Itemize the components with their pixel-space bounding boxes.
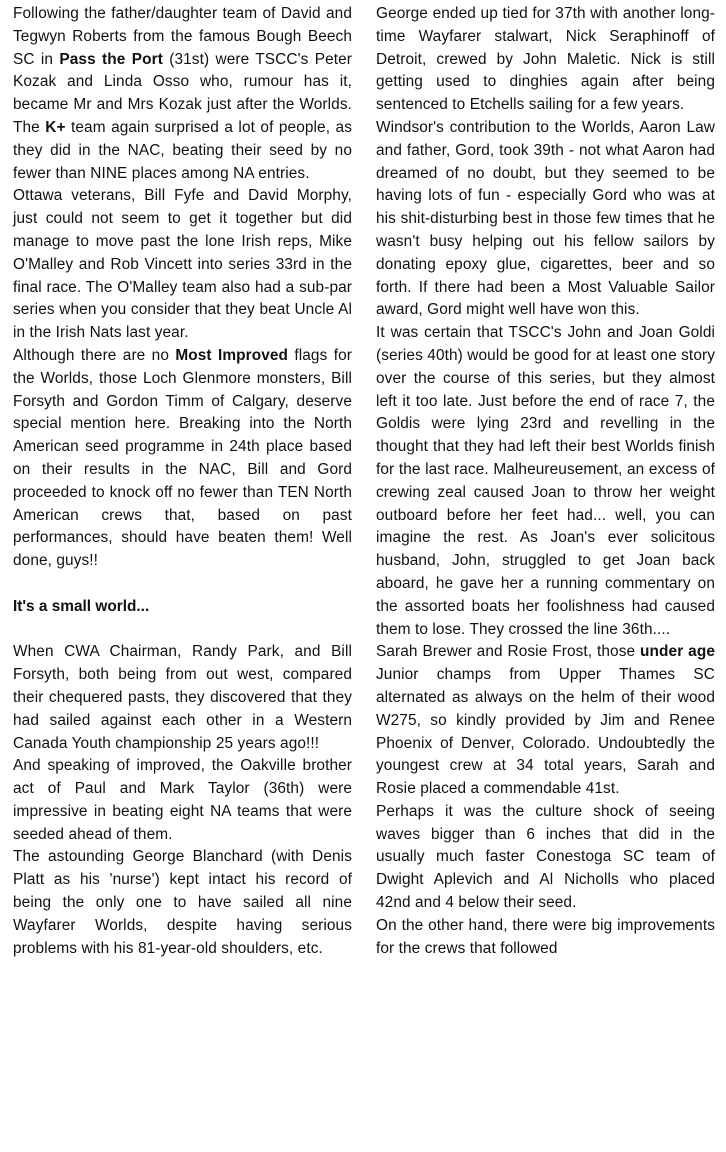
paragraph-seraphinoff: George ended up tied for 37th with another long-time Wayfarer stalwart, Nick Seraphinoff of Detroit, crewed by John Maletic. Nick is still getting used to dinghies again after being sentenced to Etchells sailing for a few years. <box>376 5 715 114</box>
text-segment: team again surprised a lot of people, as they did in the NAC, beating their seed by no fewer than NINE places among NA entries. <box>13 118 352 182</box>
text-segment: Sarah Brewer and Rosie Frost, those <box>376 643 641 661</box>
text-segment: Following the father/daughter team of David and Tegwyn Roberts from the famous Bough Beech SC in <box>13 5 352 68</box>
left-column <box>13 3 352 960</box>
text-segment: flags for the Worlds, those Loch Glenmore monsters, Bill Forsyth and Gordon Timm of Calgary, deserve special mention here. Breaking into the North American seed programme in 24th place based on their results in the NAC, Bill and Gord proceeded to knock off no fewer than TEN North American crews that, based on past performances, should have beaten them! Well done, guys!! <box>13 346 352 570</box>
paragraph-oakville: And speaking of improved, the Oakville brother act of Paul and Mark Taylor (36th) were impressive in beating eight NA teams that were seeded ahead of them. <box>13 757 352 843</box>
paragraph-conestoga: Perhaps it was the culture shock of seeing waves bigger than 6 inches that did in the usually much faster Conestoga SC team of Dwight Aplevich and Al Nicholls who placed 42nd and 4 below their seed. <box>376 802 715 912</box>
paragraph-small-world: When CWA Chairman, Randy Park, and Bill Forsyth, both being from out west, compared their chequered pasts, they discovered that they had sailed against each other in a Western Canada Youth championship 25 years ago!!! <box>13 643 352 752</box>
section-heading: It's a small world... <box>13 597 150 615</box>
text-segment: (31st) were TSCC's Peter Kozak and Linda Osso who, rumour has it, became Mr and Mrs Kozak just after the Worlds. The <box>13 50 352 136</box>
spacer <box>13 619 352 642</box>
emphasis-text: under age <box>640 643 715 661</box>
text-segment: Although there are no <box>13 346 176 364</box>
boat-name: K+ <box>45 118 66 136</box>
paragraph-windsor: Windsor's contribution to the Worlds, Aaron Law and father, Gord, took 39th - not what Aaron had dreamed of no doubt, but they seemed to be having lots of fun - especially Gord who was at his shit-disturbing best in those few times that he wasn't busy helping out his fellow sailors by donating epoxy glue, cigarettes, beer and so forth. If there had been a Most Valuable Sailor award, Gord might well have won this. <box>376 118 715 319</box>
paragraph-goldi: It was certain that TSCC's John and Joan Goldi (series 40th) would be good for at least one story over the course of this series, but they almost left it too late. Just before the end of race 7, the Goldis were lying 23rd and revelling in the thought that they had left their best Worlds finish for the last race. Malheureusement, an excess of crewing zeal caused Joan to throw her weight outboard before her feet had... well, you can imagine the rest. As Joan's ever solicitous husband, John, struggled to get Joan back aboard, he gave her a running commentary on the assorted boats her foolishness had caused them to lose. They crossed the line 36th.... <box>376 324 715 638</box>
paragraph-kozak <box>13 3 352 185</box>
boat-name: Pass the Port <box>59 50 163 68</box>
text-segment: Junior champs from Upper Thames SC alternated as always on the helm of their wood W275, so kindly provided by Jim and Renee Phoenix of Denver, Colorado. Undoubtedly the youngest crew at 34 total years, Sarah and Rosie placed a commendable 41st. <box>376 666 715 798</box>
emphasis-text: Most Improved <box>175 346 289 364</box>
paragraph-brewer-frost <box>376 641 715 801</box>
paragraph-improvements: On the other hand, there were big improvements for the crews that followed <box>376 916 715 957</box>
spacer <box>13 573 352 596</box>
paragraph-most-improved <box>13 345 352 573</box>
right-column <box>376 3 715 960</box>
paragraph-blanchard: The astounding George Blanchard (with Denis Platt as his 'nurse') kept intact his record of being the only one to have sailed all nine Wayfarer Worlds, despite having serious problems with his 81-year-old shoulders, etc. <box>13 848 352 957</box>
paragraph-ottawa: Ottawa veterans, Bill Fyfe and David Morphy, just could not seem to get it together but did manage to move past the lone Irish reps, Mike O'Malley and Rob Vincett into series 33rd in the final race. The O'Malley team also had a sub-par series when you consider that they beat Uncle Al in the Irish Nats last year. <box>13 187 352 342</box>
